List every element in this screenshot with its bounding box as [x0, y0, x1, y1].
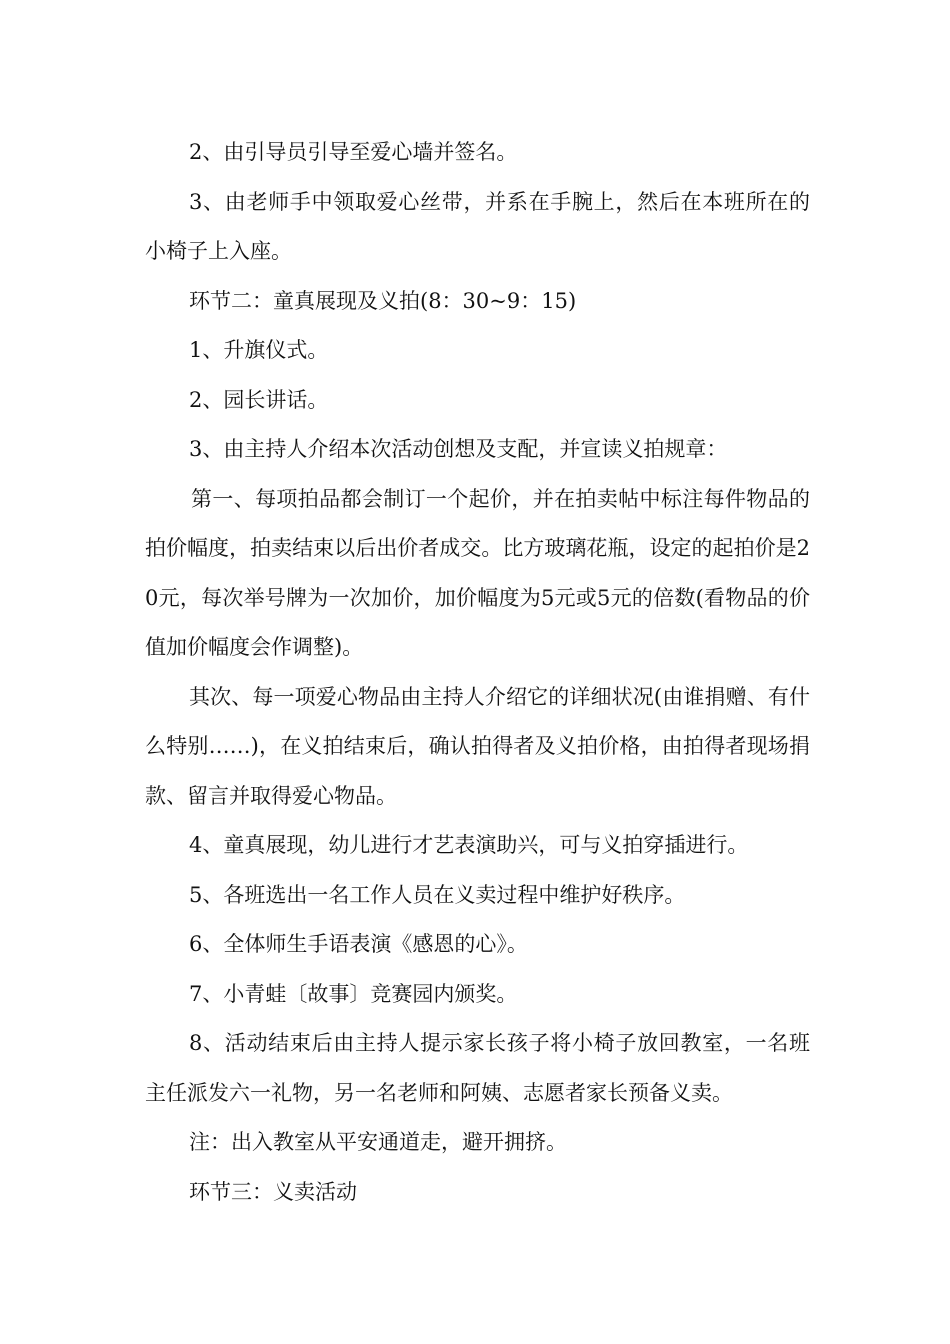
paragraph-flag-ceremony: 1、升旗仪式。 — [189, 338, 329, 362]
paragraph-sign-language: 6、全体师生手语表演《感恩的心》。 — [189, 932, 528, 956]
paragraph-activity-end: 8、活动结束后由主持人提示家长孩子将小椅子放回教室，一名班主任派发六一礼物，另一名老师和阿姨、志愿者家长预备义卖。 — [145, 1031, 810, 1105]
document-body — [145, 128, 810, 1217]
section-heading-part-3: 环节三：义卖活动 — [189, 1179, 357, 1204]
paragraph-principal-speech: 2、园长讲话。 — [189, 387, 329, 412]
paragraph-host-intro: 3、由主持人介绍本次活动创想及支配，并宣读义拍规章： — [189, 437, 728, 461]
paragraph-auction-rule-1: 第一、每项拍品都会制订一个起价，并在拍卖帖中标注每件物品的拍价幅度，拍卖结束以后出价者成交。比方玻璃花瓶，设定的起拍价是20元，每次举号牌为一次加价，加价幅度为5元或5元的倍数(看物品的价值加价幅度会作调整)。 — [145, 486, 810, 659]
paragraph-talent-show: 4、童真展现，幼儿进行才艺表演助兴，可与义拍穿插进行。 — [189, 833, 749, 857]
paragraph-order-staff: 5、各班选出一名工作人员在义卖过程中维护好秩序。 — [189, 882, 686, 907]
paragraph-award: 7、小青蛙〔故事〕竞赛园内颁奖。 — [189, 981, 518, 1006]
paragraph-auction-rule-2: 其次、每一项爱心物品由主持人介绍它的详细状况(由谁捐赠、有什么特别……)，在义拍结束后，确认拍得者及义拍价格，由拍得者现场捐款、留言并取得爱心物品。 — [145, 684, 810, 808]
paragraph-note: 注：出入教室从平安通道走，避开拥挤。 — [189, 1130, 567, 1154]
section-heading-part-2: 环节二：童真展现及义拍(8：30~9：15) — [189, 288, 577, 313]
paragraph-step-2-sign: 2、由引导员引导至爱心墙并签名。 — [189, 140, 518, 164]
paragraph-step-3-ribbon: 3、由老师手中领取爱心丝带，并系在手腕上，然后在本班所在的小椅子上入座。 — [145, 189, 810, 263]
